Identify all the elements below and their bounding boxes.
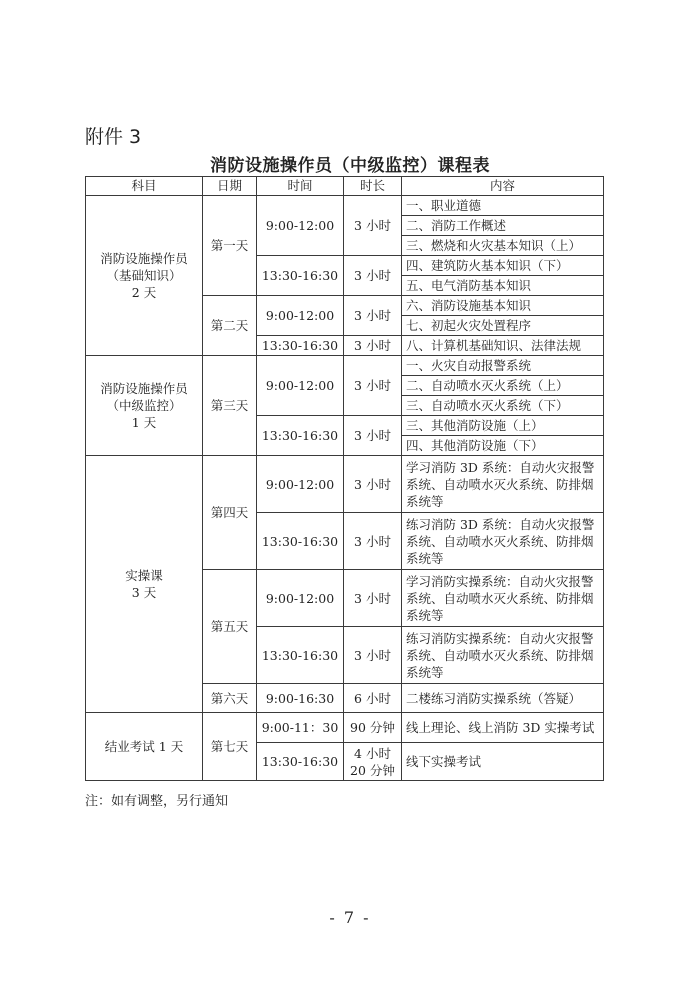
content-cell: 三、燃烧和火灾基本知识（上） bbox=[402, 236, 604, 256]
page-number: - 7 - bbox=[329, 908, 371, 927]
time-cell: 13:30-16:30 bbox=[257, 336, 344, 356]
table-row bbox=[86, 196, 604, 216]
duration-cell: 3 小时 bbox=[344, 513, 402, 570]
subject-cell: 结业考试 1 天 bbox=[86, 713, 203, 781]
subject-cell: 实操课 3 天 bbox=[86, 456, 203, 713]
footnote: 注：如有调整，另行通知 bbox=[85, 794, 229, 809]
table-header-row bbox=[86, 177, 604, 196]
header-content: 内容 bbox=[402, 177, 604, 196]
header-subject: 科目 bbox=[86, 177, 203, 196]
duration-cell: 3 小时 bbox=[344, 256, 402, 296]
header-date: 日期 bbox=[203, 177, 257, 196]
day-cell: 第五天 bbox=[203, 570, 257, 684]
day-cell: 第七天 bbox=[203, 713, 257, 781]
subject-cell: 消防设施操作员 （基础知识） 2 天 bbox=[86, 196, 203, 356]
content-cell: 线上理论、线上消防 3D 实操考试 bbox=[402, 713, 604, 743]
content-cell: 一、职业道德 bbox=[402, 196, 604, 216]
time-cell: 9:00-12:00 bbox=[257, 196, 344, 256]
duration-cell: 3 小时 bbox=[344, 627, 402, 684]
content-cell: 五、电气消防基本知识 bbox=[402, 276, 604, 296]
content-cell: 学习消防 3D 系统：自动火灾报警系统、自动喷水灭火系统、防排烟系统等 bbox=[402, 456, 604, 513]
duration-cell: 3 小时 bbox=[344, 356, 402, 416]
subject-cell: 消防设施操作员 （中级监控） 1 天 bbox=[86, 356, 203, 456]
attachment-label: 附件 3 bbox=[85, 126, 142, 148]
duration-cell: 3 小时 bbox=[344, 570, 402, 627]
time-cell: 13:30-16:30 bbox=[257, 256, 344, 296]
time-cell: 9:00-12:00 bbox=[257, 570, 344, 627]
time-cell: 9:00-12:00 bbox=[257, 296, 344, 336]
time-cell: 13:30-16:30 bbox=[257, 627, 344, 684]
content-cell: 练习消防实操系统：自动火灾报警系统、自动喷水灭火系统、防排烟系统等 bbox=[402, 627, 604, 684]
duration-cell: 3 小时 bbox=[344, 196, 402, 256]
content-cell: 二、消防工作概述 bbox=[402, 216, 604, 236]
table-row bbox=[86, 713, 604, 743]
course-schedule-table bbox=[85, 176, 604, 781]
time-cell: 9:00-11：30 bbox=[257, 713, 344, 743]
content-cell: 三、其他消防设施（上） bbox=[402, 416, 604, 436]
time-cell: 13:30-16:30 bbox=[257, 743, 344, 781]
content-cell: 练习消防 3D 系统：自动火灾报警系统、自动喷水灭火系统、防排烟系统等 bbox=[402, 513, 604, 570]
time-cell: 9:00-12:00 bbox=[257, 456, 344, 513]
content-cell: 四、建筑防火基本知识（下） bbox=[402, 256, 604, 276]
day-cell: 第二天 bbox=[203, 296, 257, 356]
day-cell: 第四天 bbox=[203, 456, 257, 570]
time-cell: 13:30-16:30 bbox=[257, 416, 344, 456]
content-cell: 八、计算机基础知识、法律法规 bbox=[402, 336, 604, 356]
table-row bbox=[86, 456, 604, 513]
content-cell: 线下实操考试 bbox=[402, 743, 604, 781]
duration-cell: 4 小时 20 分钟 bbox=[344, 743, 402, 781]
header-time: 时间 bbox=[257, 177, 344, 196]
content-cell: 一、火灾自动报警系统 bbox=[402, 356, 604, 376]
document-title: 消防设施操作员（中级监控）课程表 bbox=[210, 156, 490, 176]
time-cell: 9:00-12:00 bbox=[257, 356, 344, 416]
day-cell: 第六天 bbox=[203, 684, 257, 713]
content-cell: 三、自动喷水灭火系统（下） bbox=[402, 396, 604, 416]
header-duration: 时长 bbox=[344, 177, 402, 196]
content-cell: 四、其他消防设施（下） bbox=[402, 436, 604, 456]
content-cell: 六、消防设施基本知识 bbox=[402, 296, 604, 316]
duration-cell: 90 分钟 bbox=[344, 713, 402, 743]
content-cell: 二、自动喷水灭火系统（上） bbox=[402, 376, 604, 396]
day-cell: 第一天 bbox=[203, 196, 257, 296]
content-cell: 学习消防实操系统：自动火灾报警系统、自动喷水灭火系统、防排烟系统等 bbox=[402, 570, 604, 627]
duration-cell: 3 小时 bbox=[344, 416, 402, 456]
time-cell: 9:00-16:30 bbox=[257, 684, 344, 713]
duration-cell: 3 小时 bbox=[344, 336, 402, 356]
duration-cell: 3 小时 bbox=[344, 456, 402, 513]
table-row bbox=[86, 356, 604, 376]
content-cell: 二楼练习消防实操系统（答疑） bbox=[402, 684, 604, 713]
content-cell: 七、初起火灾处置程序 bbox=[402, 316, 604, 336]
duration-cell: 6 小时 bbox=[344, 684, 402, 713]
time-cell: 13:30-16:30 bbox=[257, 513, 344, 570]
duration-cell: 3 小时 bbox=[344, 296, 402, 336]
day-cell: 第三天 bbox=[203, 356, 257, 456]
